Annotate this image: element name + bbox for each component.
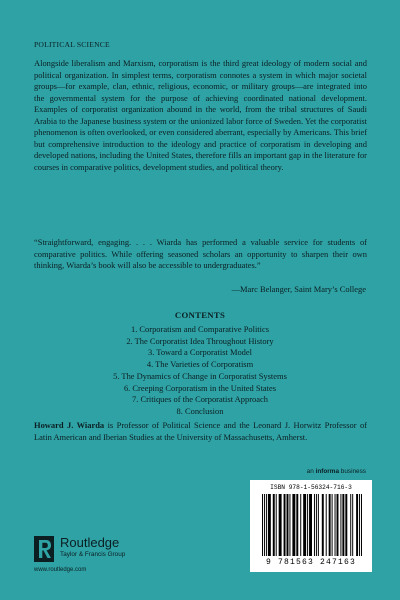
category-label: POLITICAL SCIENCE — [34, 40, 110, 49]
contents-list — [0, 324, 400, 418]
quote-attribution: —Marc Belanger, Saint Mary’s College — [231, 284, 366, 294]
book-description: Alongside liberalism and Marxism, corporatism is the third great ideology of modern social and political organization. In simplest terms, corporatism connotes a system in which major societal groups—for example, clan, ethnic, religious, economic, or military groups—are integrated into the governmental system for the purpose of achieving coordinated national development. Examples of corporatist organization abound in the world, from the tribal structures of Saudi Arabia to the Japanese business system or the unionized labor force of Sweden. Yet the corporatist phenomenon is often overlooked, or even considered aberrant, especially by Americans. This brief but comprehensive introduction to the ideology and practice of corporatism in developing and developed nations, including the United States, therefore fills an important gap in the literature for courses in comparative politics, development studies, and political theory. — [34, 58, 367, 172]
author-bio — [34, 420, 367, 443]
informa-suffix: business — [339, 468, 366, 475]
contents-item: 3. Toward a Corporatist Model — [147, 347, 252, 358]
contents-item: 1. Corporatism and Comparative Politics — [130, 324, 270, 334]
contents-item: 8. Conclusion — [176, 405, 224, 416]
author-name: Howard J. Wiarda — [34, 420, 105, 430]
contents-item: 7. Critiques of the Corporatist Approach — [132, 394, 268, 405]
review-quote: “Straightforward, engaging. . . . Wiarda has performed a valuable service for students of comparative politics. While offering seasoned scholars an opportunity to sharpen their own thinking, Wiarda’s book will also be accessible to undergraduates.” — [34, 237, 367, 271]
contents-item: 5. The Dynamics of Change in Corporatist Systems — [113, 370, 287, 381]
barcode-digits: 9 781563 247163 — [265, 558, 356, 567]
author-bio-text: is Professor of Political Science and the Leonard J. Horwitz Professor of Latin American and Iberian Studies at the University of Massachusetts, Amherst. — [34, 420, 367, 442]
publisher-name: Routledge — [60, 535, 120, 550]
contents-item: 4. The Varieties of Corporatism — [146, 359, 254, 370]
barcode-box — [250, 480, 372, 572]
publisher-website: www.routledge.com — [34, 567, 87, 573]
informa-brand: informa — [315, 468, 339, 475]
publisher-group: Taylor & Francis Group — [60, 551, 126, 558]
barcode-isbn: ISBN 978-1-56324-716-3 — [270, 484, 352, 491]
contents-item: 2. The Corporatist Idea Throughout History — [126, 335, 274, 346]
contents-item: 6. Creeping Corporatism in the United States — [123, 382, 277, 393]
barcode-icon — [260, 494, 364, 556]
informa-business-tag — [307, 468, 366, 475]
contents-heading: CONTENTS — [174, 310, 226, 320]
informa-prefix: an — [306, 468, 316, 475]
routledge-r-icon — [34, 536, 54, 562]
